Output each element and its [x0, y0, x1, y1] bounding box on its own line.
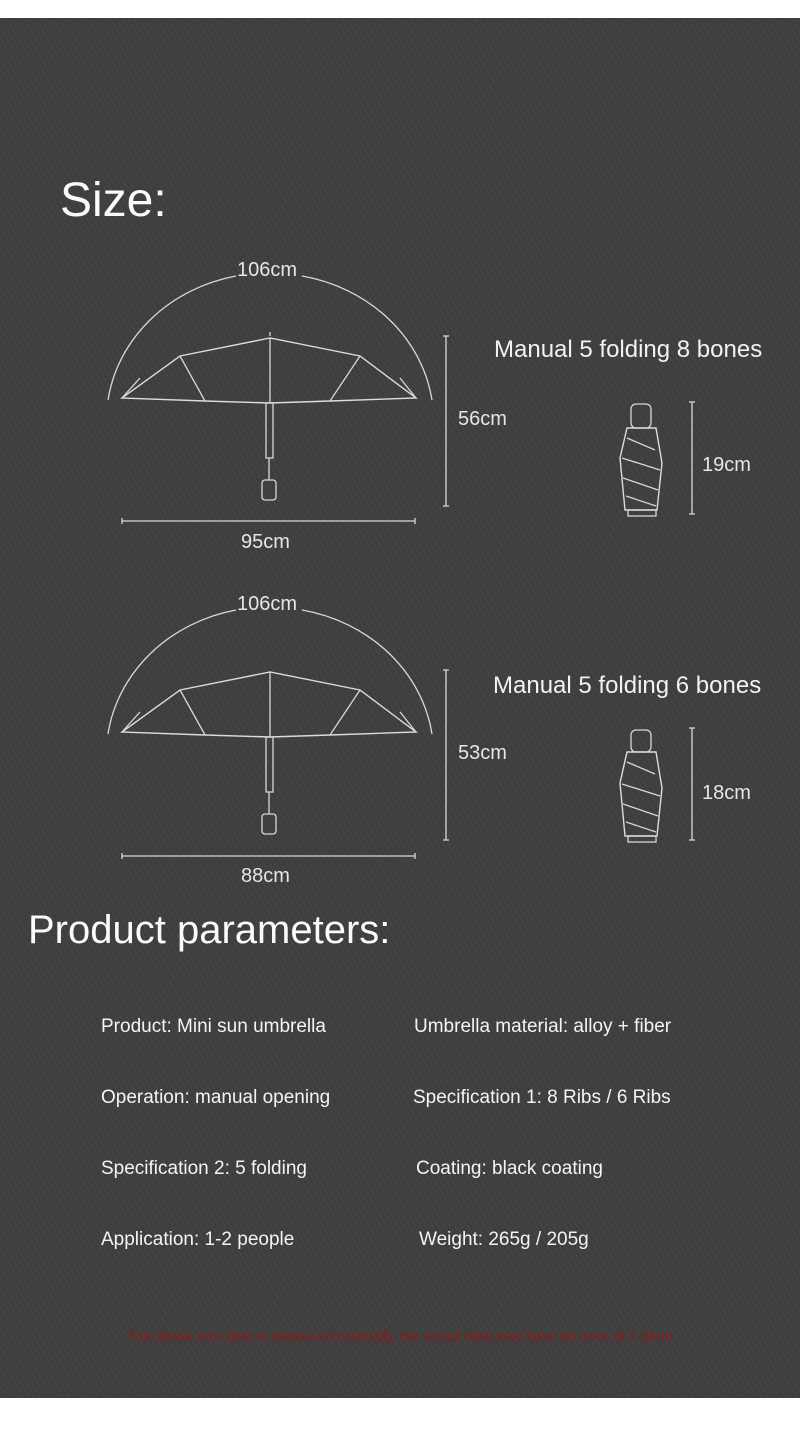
param-left: Product: Mini sun umbrella: [101, 1016, 326, 1037]
param-right: Weight: 265g / 205g: [419, 1229, 589, 1250]
model-name: Manual 5 folding 6 bones: [493, 672, 762, 699]
arc-length-label: 106cm: [237, 259, 298, 281]
folded-height-line: [689, 402, 695, 514]
width-dimension-line-2: [122, 853, 415, 859]
height-dimension-line: [443, 336, 449, 506]
param-left: Application: 1-2 people: [101, 1229, 295, 1250]
measurement-note: The above size data is measured manually, the actual data may have an error of 1-3mm: [127, 1328, 673, 1344]
folded-umbrella-6-bones-icon: [620, 730, 662, 842]
param-right: Coating: black coating: [416, 1158, 603, 1179]
model-name: Manual 5 folding 8 bones: [494, 336, 763, 363]
param-left: Specification 2: 5 folding: [101, 1158, 307, 1179]
arc-length-label: 106cm: [237, 593, 298, 615]
size-title: Size:: [60, 174, 167, 227]
width-dimension-line: [122, 518, 415, 524]
height-label: 56cm: [458, 408, 507, 430]
param-right: Umbrella material: alloy + fiber: [414, 1016, 672, 1037]
folded-umbrella-8-bones-icon: [620, 404, 662, 516]
width-label: 95cm: [241, 531, 290, 553]
height-dimension-line-2: [443, 670, 449, 840]
product-image-panel: [0, 18, 800, 1398]
height-label: 53cm: [458, 742, 507, 764]
folded-length-label: 18cm: [702, 782, 751, 804]
open-umbrella-6-bones-icon: [108, 610, 432, 834]
width-label: 88cm: [241, 865, 290, 887]
folded-length-label: 19cm: [702, 454, 751, 476]
param-left: Operation: manual opening: [101, 1087, 331, 1108]
param-right: Specification 1: 8 Ribs / 6 Ribs: [413, 1087, 671, 1108]
open-umbrella-8-bones-icon: [108, 276, 432, 500]
folded-height-line-2: [689, 728, 695, 840]
params-title: Product parameters:: [28, 908, 391, 952]
